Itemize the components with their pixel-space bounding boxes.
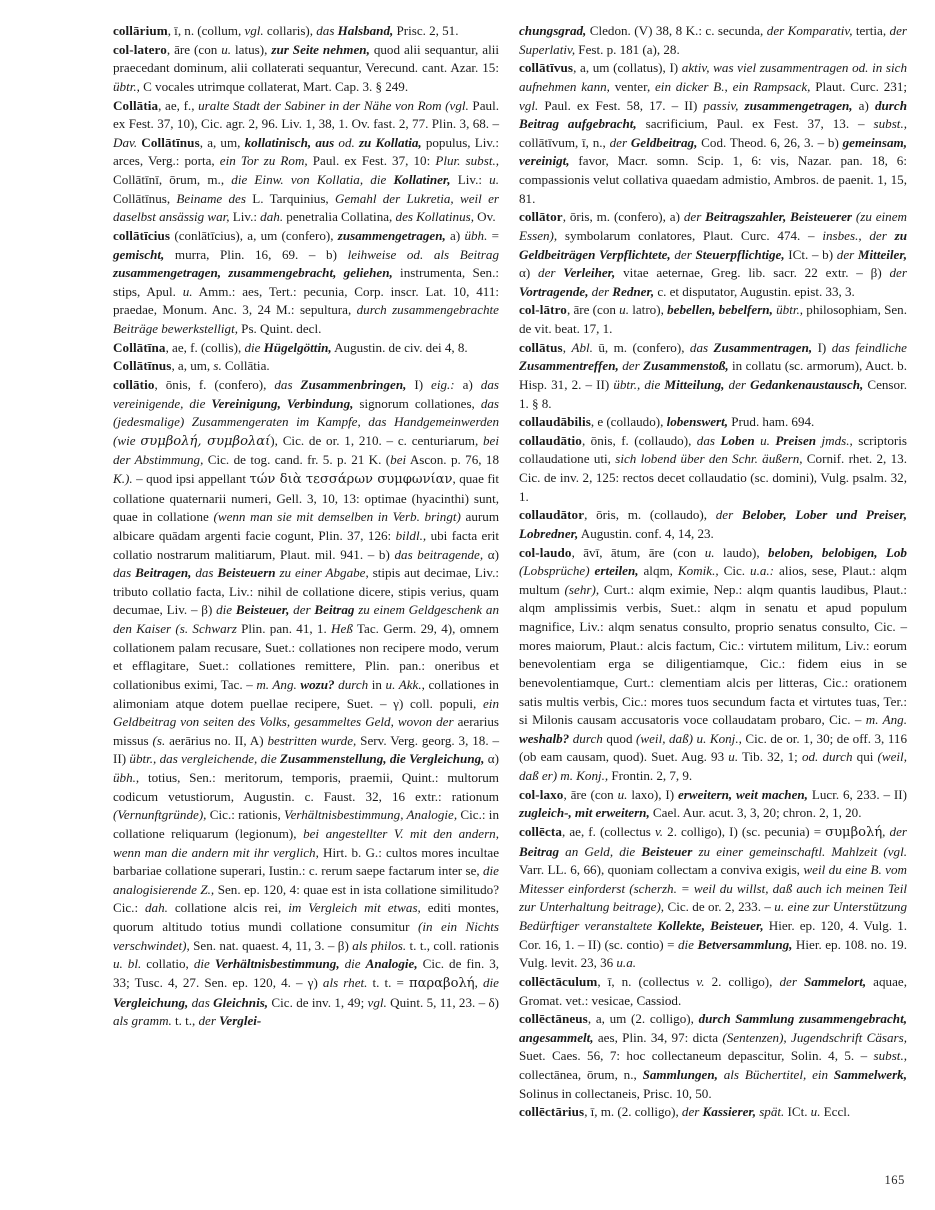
dictionary-entry: col-laxo, āre (con u. laxo), I) erweitern, weit machen, Lucr. 6, 233. – II) zugleich-, mit erweitern, Cael. Aur. acut. 3, 3, 20; chron. 2, 1, 20. xyxy=(519,786,907,821)
dictionary-entry: collēctārius, ī, m. (2. colligo), der Kassierer, spät. ICt. u. Eccl. xyxy=(519,1104,851,1120)
dictionary-entry: col-lātro, āre (con u. latro), bebellen, bebelfern, übtr., philosophiam, Sen. de vit. beat. 17, 1. xyxy=(519,302,907,336)
dictionary-entry: collēcta, ae, f. (collectus v. 2. colligo), I) (sc. pecunia) = συμβολή, der Beitrag an Geld, die Beisteuer zu einer gemeinschaftl. Mahlzeit (vgl. Varr. LL. 6, 66), quoniam collectam a conviva exigis, weil du eine B. vom Mitesser einforderst (scherzh. = weil du willst, daß auch ich meinen Teil zur Unterhaltung beitrage), Cic. de or. 2, 233. – u. eine zur Unterstützung Bedürftiger veranstaltete Kollekte, Beisteuer, Hier. ep. 120, 4. Vulg. 1. Cor. 16, 1. – II) (sc. contio) = die Betversammlung, Hier. ep. 108. no. 19. Vulg. levit. 23, 36 u.a. xyxy=(519,823,908,971)
dictionary-entry: collaudābilis, e (collaudo), lobenswert, Prud. ham. 694. xyxy=(519,414,815,430)
dictionary-entry: Collātīna, ae, f. (collis), die Hügelgöttin, Augustin. de civ. dei 4, 8. xyxy=(113,339,468,355)
column-container xyxy=(113,22,907,1122)
dictionary-entry: collēctāculum, ī, n. (collectus v. 2. colligo), der Sammelort, aquae, Gromat. vet.: vesicae, Cassiod. xyxy=(519,973,907,1008)
left-column xyxy=(113,22,499,1122)
dictionary-entry: Collātia, ae, f., uralte Stadt der Sabiner in der Nähe von Rom (vgl. Paul. ex Fest. 37, 10), Cic. agr. 2, 96. Liv. 1, 38, 1. Ov. fast. 2, 77. Plin. 3, 68. – Dav. Collātīnus, a, um, kollatinisch, aus od. zu Kollatia, populus, Liv.: arces, Verg.: porta, ein Tor zu Rom, Paul. ex Fest. 37, 10: Plur. subst., Collātīnī, ōrum, m., die Einw. von Kollatia, die Kollatiner, Liv.: u. Collātīnus, Beiname des L. Tarquinius, Gemahl der Lukretia, weil er daselbst ansässig war, Liv.: dah. penetralia Collatina, des Kollatinus, Ov. xyxy=(113,97,500,225)
dictionary-entry: chungsgrad, Cledon. (V) 38, 8 K.: c. secunda, der Komparativ, tertia, der Superlativ, Fest. p. 181 (a), 28. xyxy=(519,23,907,57)
dictionary-entry: col-latero, āre (con u. latus), zur Seite nehmen, quod alii sequantur, alii praecedant dominum, alii collaterati sequantur, Verecund. cant. Azar. 15: übtr., C vocales utrimque collaterat, Mart. Cap. 3. § 249. xyxy=(113,41,499,94)
page-number: 165 xyxy=(884,1173,905,1187)
dictionary-entry: col-laudo, āvī, ātum, āre (con u. laudo), beloben, belobigen, Lob (Lobsprüche) erteilen, alqm, Komik., Cic. u.a.: alios, sese, Plaut.: alqm multum (sehr), Curt.: alqm eximie, Nep.: alqm quantis laudibus, Plaut.: alqm amplissimis verbis, Suet.: alqm in senatu et apud populum magnifice, Liv.: alqm senatus consulto, proprio senatus consulto, Cic. – mores maiorum, Plaut.: alcis factum, Cic.: virtutem militum, Liv.: eorum benevolentiam erga se diligentiamque, Cic.: fidem eius in se benevolentiamque, Curt.: clementiam alcis per litteras, Cic.: orationem satis multis verbis, Cic.: mores tuos secundum facta et virtutes tuas, Ter.: si Milonis causam accusatoris voce collaudatam probaro, Cic. – m. Ang. weshalb? durch quod (weil, daß) u. Konj., Cic. de or. 1, 30; de off. 3, 116 (ob eam causam, quod). Suet. Aug. 93 u. Tib. 32, 1; od. durch qui (weil, daß er) m. Konj., Frontin. 2, 7, 9. xyxy=(519,544,907,783)
dictionary-entry: collātio, ōnis, f. (confero), das Zusammenbringen, I) eig.: a) das vereinigende, die Vereinigung, Verbindung, signorum collationes, das (jedesmalige) Zusammengeraten im Kampfe, das Handgemeinwerden (wie συμβολή, συμβολαί), Cic. de or. 1, 210. – c. centuriarum, bei der Abstimmung, Cic. de tog. cand. fr. 5. p. 21 K. (bei Ascon. p. 76, 18 K.). – quod ipsi appellant τών διὰ τεσσάρων συμφωνίαν, quae fit collatione quaternarii numeri, Gell. 3, 10, 13: optimae (hyacinthi) sunt, quae in collatione (wenn man sie mit demselben in Verb. bringt) aurum albicare quādam argenti facie cogunt, Plin. 37, 126: bildl., ubi facta erit collatio nostrarum malitiarum, Plaut. mil. 941. – b) das beitragende, α) das Beitragen, das Beisteuern zu einer Abgabe, stipis aut decimae, Liv.: tributo collatio facta, Liv.: nihil de collatione dicere, stipis verius, quam decumae, Liv. – β) die Beisteuer, der Beitrag zu einem Geldgeschenk an den Kaiser (s. Schwarz Plin. pan. 41, 1. Heß Tac. Germ. 29, 4), omnem collationem palam recusare, Suet.: collationes non recipere modo, verum et efflagitare, Suet.: collationes remittere, Plin. pan.: oneribus et collationibus eximi, Tac. – m. Ang. wozu? durch in u. Akk., collationes in alimoniam atque dotem puellae recipere, Suet. – γ) coll. populi, ein Geldbeitrag von seiten des Volks, gesammeltes Geld, wovon der aerarius missus (s. aerārius no. II, A) bestritten wurde, Serv. Verg. georg. 3, 18. – II) übtr., das vergleichende, die Zusammenstellung, die Vergleichung, α) übh., totius, Sen.: meritorum, temporis, praemii, Quint.: multorum codicum vetustiorum, Augustin. c. Faust. 32, 16 extr.: rationum (Vernunftgründe), Cic.: rationis, Verhältnisbestimmung, Analogie, Cic.: in collatione reliquarum (legionum), bei angestellter V. mit den andern, wenn man die andern mit ihr verglich, Hirt. b. G.: cultos mores incultae barbariae collatione superari, Iustin.: c. rerum saepe factarum inter se, die analogisierende Z., Sen. ep. 120, 4: quae est in ista collatione similitudo? Cic.: dah. collatione alcis rei, im Vergleich mit etwas, editi montes, quorum altitudo totius mundi collatione consumitur (in ein Nichts verschwindet), Sen. nat. quaest. 4, 11, 3. – β) als philos. t. t., coll. rationis u. bl. collatio, die Verhältnisbestimmung, die Analogie, Cic. de fin. 3, 33; Tusc. 4, 27. Sen. ep. 120, 4. – γ) als rhet. t. t. = παραβολή, die Vergleichung, das Gleichnis, Cic. de inv. 1, 49; vgl. Quint. 5, 11, 23. – δ) als gramm. t. t., der Verglei- xyxy=(113,376,500,1029)
dictionary-entry: collaudātio, ōnis, f. (collaudo), das Loben u. Preisen jmds., scriptoris collaudatione uti, sich lobend über den Schr. äußern, Cornif. rhet. 2, 13. Cic. de inv. 2, 125: rectos decet collaudatio (sc. domini), Vulg. psalm. 32, 1. xyxy=(519,432,907,504)
dictionary-entry: collēctāneus, a, um (2. colligo), durch Sammlung zusammengebracht, angesammelt, aes, Plin. 34, 97: dicta (Sentenzen), Jugendschrift Cäsars, Suet. Caes. 56, 7: hoc collectaneum depascitur, Solin. 4, 5. – subst., collectānea, ōrum, n., Sammlungen, als Büchertitel, ein Sammelwerk, Solinus in collectaneis, Prisc. 10, 50. xyxy=(519,1011,907,1101)
dictionary-entry: collārium, ī, n. (collum, vgl. collaris), das Halsband, Prisc. 2, 51. xyxy=(113,23,459,38)
dictionary-entry: collātus, Abl. ū, m. (confero), das Zusammentragen, I) das feindliche Zusammentreffen, der Zusammenstoß, in collatu (sc. armorum), Auct. b. Hisp. 31, 2. – II) übtr., die Mitteilung, der Gedankenaustausch, Censor. 1. § 8. xyxy=(519,339,907,411)
right-column xyxy=(519,22,907,1122)
dictionary-entry: collaudātor, ōris, m. (collaudo), der Belober, Lober und Preiser, Lobredner, Augustin. conf. 4, 14, 23. xyxy=(519,507,907,541)
dictionary-entry: collātīcius (conlātīcius), a, um (confero), zusammengetragen, a) übh. = gemischt, murra, Plin. 16, 69. – b) leihweise od. als Beitrag zusammengetragen, zusammengebracht, geliehen, instrumenta, Sen.: stips, Apul. u. Amm.: aes, Tert.: pecunia, Corp. inscr. Lat. 10, 411: praedae, Monum. Anc. 3, 24 M.: sepultura, durch zusammengebrachte Beiträge bewerkstelligt, Ps. Quint. decl. xyxy=(113,227,500,336)
dictionary-entry: Collātīnus, a, um, s. Collātia. xyxy=(113,358,270,374)
dictionary-entry: collātīvus, a, um (collatus), I) aktiv, was viel zusammentragen od. in sich aufnehmen kann, venter, ein dicker B., ein Rampsack, Plaut. Curc. 231; vgl. Paul. ex Fest. 58, 17. – II) passiv, zusammengetragen, a) durch Beitrag aufgebracht, sacrificium, Paul. ex Fest. 37, 13. – subst., collātīvum, ī, n., der Geldbeitrag, Cod. Theod. 6, 26, 3. – b) gemeinsam, vereinigt, favor, Macr. somn. Scip. 1, 6: vis, Nazar. pan. 18, 6: compassionis velut collativa quaedam admistio, Ambros. de paenit. 1, 15, 81. xyxy=(519,60,908,206)
dictionary-entry: collātor, ōris, m. (confero), a) der Beitragszahler, Beisteuerer (zu einem Essen), symbolarum conlatores, Plaut. Curc. 474. – insbes., der zu Geldbeiträgen Verpflichtete, der Steuerpflichtige, ICt. – b) der Mitteiler, α) der Verleiher, vitae aeternae, Greg. lib. sacr. 22 extr. – β) der Vortragende, der Redner, c. et disputator, Augustin. epist. 33, 3. xyxy=(519,209,908,299)
